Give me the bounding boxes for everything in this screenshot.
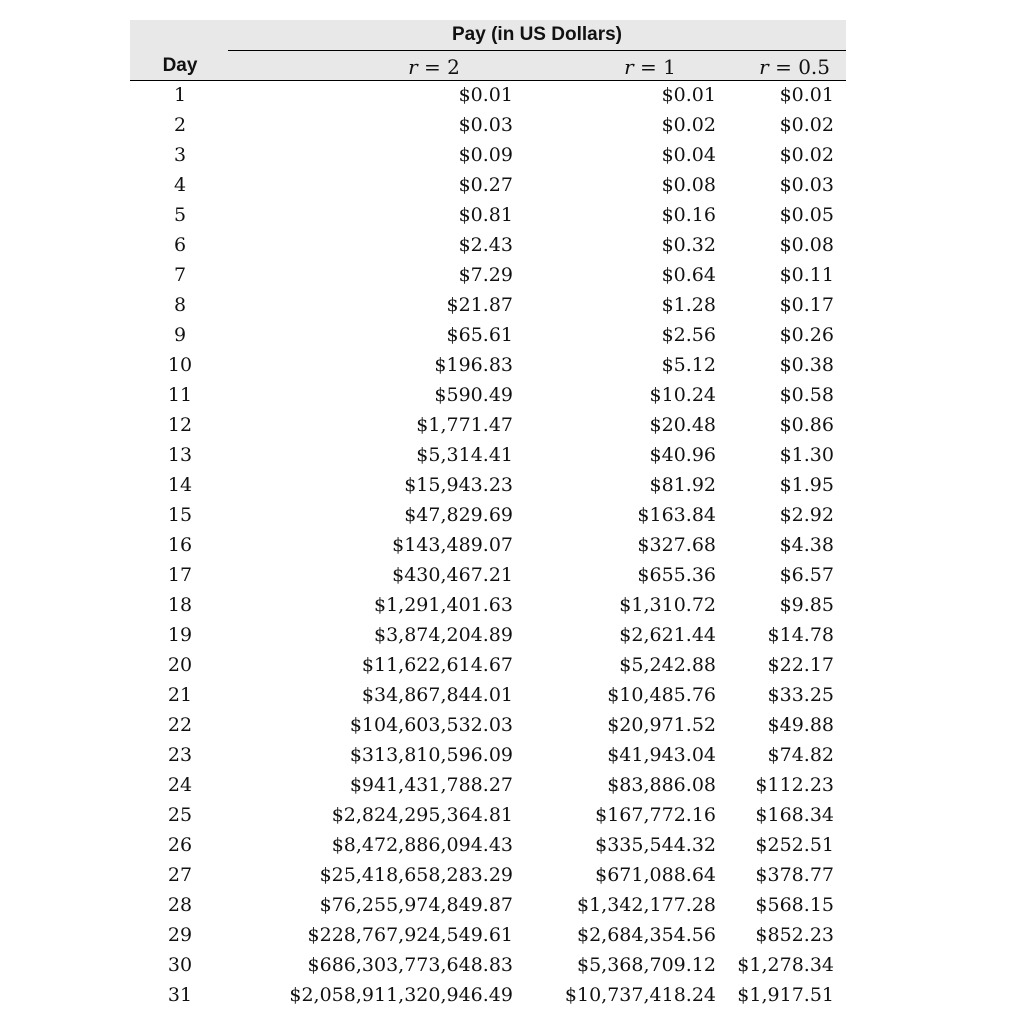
- table-row: [130, 84, 846, 114]
- table-row: [130, 624, 846, 654]
- table-row: [130, 564, 846, 594]
- cell-r1: $20,971.52: [607, 714, 716, 736]
- cell-r2: $21.87: [446, 294, 513, 316]
- cell-r1: $40.96: [649, 444, 716, 466]
- cell-day: 26: [167, 834, 193, 856]
- cell-r2: $2,824,295,364.81: [331, 804, 513, 826]
- header-bottom-rule: [130, 80, 846, 81]
- cell-r05: $0.58: [779, 384, 834, 406]
- cell-r2: $0.81: [458, 204, 513, 226]
- var-r: r: [408, 55, 418, 79]
- cell-r1: $83,886.08: [607, 774, 716, 796]
- cell-day: 29: [167, 924, 193, 946]
- table-row: [130, 384, 846, 414]
- cell-r1: $167,772.16: [595, 804, 716, 826]
- cell-r05: $112.23: [755, 774, 834, 796]
- table-row: [130, 834, 846, 864]
- cell-r2: $76,255,974,849.87: [319, 894, 513, 916]
- table-row: [130, 474, 846, 504]
- cell-r2: $0.01: [458, 84, 513, 106]
- cell-r1: $41,943.04: [607, 744, 716, 766]
- cell-day: 16: [167, 534, 193, 556]
- cell-day: 6: [173, 234, 187, 256]
- cell-r05: $168.34: [755, 804, 834, 826]
- cell-r05: $9.85: [779, 594, 834, 616]
- cell-r1: $655.36: [637, 564, 716, 586]
- cell-r1: $163.84: [637, 504, 716, 526]
- cell-r1: $0.16: [661, 204, 716, 226]
- cell-r1: $0.01: [661, 84, 716, 106]
- cell-r2: $0.09: [458, 144, 513, 166]
- cell-r2: $15,943.23: [404, 474, 513, 496]
- cell-day: 30: [167, 954, 193, 976]
- cell-r05: $1,917.51: [737, 984, 834, 1006]
- cell-r2: $11,622,614.67: [361, 654, 513, 676]
- cell-r2: $34,867,844.01: [361, 684, 513, 706]
- var-r: r: [624, 55, 634, 79]
- cell-r1: $335,544.32: [595, 834, 716, 856]
- table-row: [130, 234, 846, 264]
- cell-r2: $196.83: [434, 354, 513, 376]
- cell-r1: $2.56: [661, 324, 716, 346]
- table-row: [130, 264, 846, 294]
- cell-day: 27: [167, 864, 193, 886]
- cell-r05: $0.02: [779, 114, 834, 136]
- cell-day: 3: [173, 144, 187, 166]
- cell-r1: $0.32: [661, 234, 716, 256]
- table-row: [130, 294, 846, 324]
- cell-r05: $0.01: [779, 84, 834, 106]
- cell-r1: $327.68: [637, 534, 716, 556]
- cell-day: 19: [167, 624, 193, 646]
- cell-r2: $313,810,596.09: [349, 744, 513, 766]
- cell-r1: $0.08: [661, 174, 716, 196]
- cell-r05: $33.25: [767, 684, 834, 706]
- column-header-r2: [354, 55, 514, 79]
- table-row: [130, 594, 846, 624]
- table-row: [130, 444, 846, 474]
- cell-r05: $74.82: [767, 744, 834, 766]
- table-row: [130, 414, 846, 444]
- cell-r2: $0.03: [458, 114, 513, 136]
- cell-day: 15: [167, 504, 193, 526]
- cell-r05: $0.02: [779, 144, 834, 166]
- cell-day: 10: [167, 354, 193, 376]
- cell-r05: $4.38: [779, 534, 834, 556]
- cell-r2: $430,467.21: [392, 564, 513, 586]
- cell-r1: $0.64: [661, 264, 716, 286]
- cell-r05: $1.95: [779, 474, 834, 496]
- column-header-r05: [726, 55, 846, 79]
- table-row: [130, 324, 846, 354]
- cell-day: 12: [167, 414, 193, 436]
- cell-day: 21: [167, 684, 193, 706]
- cell-r05: $0.05: [779, 204, 834, 226]
- cell-r05: $22.17: [767, 654, 834, 676]
- cell-r05: $0.17: [779, 294, 834, 316]
- cell-r2: $2.43: [458, 234, 513, 256]
- cell-r1: $2,621.44: [619, 624, 716, 646]
- cell-r2: $5,314.41: [416, 444, 513, 466]
- cell-r05: $1.30: [779, 444, 834, 466]
- table-row: [130, 954, 846, 984]
- cell-r2: $1,771.47: [416, 414, 513, 436]
- cell-day: 31: [167, 984, 193, 1006]
- cell-r2: $941,431,788.27: [349, 774, 513, 796]
- cell-r2: $104,603,532.03: [349, 714, 513, 736]
- cell-day: 24: [167, 774, 193, 796]
- cell-r05: $1,278.34: [737, 954, 834, 976]
- cell-r05: $378.77: [755, 864, 834, 886]
- table-row: [130, 504, 846, 534]
- cell-r2: $8,472,886,094.43: [331, 834, 513, 856]
- cell-r05: $0.08: [779, 234, 834, 256]
- table-row: [130, 744, 846, 774]
- cell-r05: $6.57: [779, 564, 834, 586]
- table-row: [130, 144, 846, 174]
- cell-r05: $0.38: [779, 354, 834, 376]
- cell-r2: $0.27: [458, 174, 513, 196]
- table-row: [130, 174, 846, 204]
- cell-r1: $20.48: [649, 414, 716, 436]
- var-r: r: [759, 55, 769, 79]
- table-row: [130, 984, 846, 1014]
- cell-day: 9: [173, 324, 187, 346]
- cell-r2: $25,418,658,283.29: [319, 864, 513, 886]
- group-header-rule: [228, 50, 846, 51]
- cell-r2: $1,291,401.63: [373, 594, 513, 616]
- cell-r2: $2,058,911,320,946.49: [289, 984, 513, 1006]
- cell-r2: $143,489.07: [392, 534, 513, 556]
- cell-r2: $590.49: [434, 384, 513, 406]
- cell-r2: $228,767,924,549.61: [307, 924, 513, 946]
- table-row: [130, 774, 846, 804]
- group-header: Pay (in US Dollars): [452, 24, 622, 45]
- cell-day: 28: [167, 894, 193, 916]
- cell-r1: $1.28: [661, 294, 716, 316]
- cell-r05: $0.11: [779, 264, 834, 286]
- cell-day: 18: [167, 594, 193, 616]
- cell-r1: $1,310.72: [619, 594, 716, 616]
- table-row: [130, 804, 846, 834]
- cell-r1: $671,088.64: [595, 864, 716, 886]
- cell-day: 23: [167, 744, 193, 766]
- cell-r1: $0.04: [661, 144, 716, 166]
- cell-r05: $852.23: [755, 924, 834, 946]
- cell-r1: $5,242.88: [619, 654, 716, 676]
- cell-r1: $81.92: [649, 474, 716, 496]
- cell-r05: $252.51: [755, 834, 834, 856]
- cell-r1: $1,342,177.28: [576, 894, 716, 916]
- cell-day: 8: [173, 294, 187, 316]
- cell-r05: $49.88: [767, 714, 834, 736]
- table-row: [130, 924, 846, 954]
- cell-r1: $2,684,354.56: [576, 924, 716, 946]
- cell-r1: $5,368,709.12: [576, 954, 716, 976]
- cell-day: 25: [167, 804, 193, 826]
- table-row: [130, 204, 846, 234]
- table-row: [130, 354, 846, 384]
- column-header-day: Day: [162, 55, 198, 76]
- cell-r1: $0.02: [661, 114, 716, 136]
- cell-r2: $7.29: [458, 264, 513, 286]
- cell-day: 11: [167, 384, 193, 406]
- cell-r2: $3,874,204.89: [373, 624, 513, 646]
- cell-r05: $568.15: [755, 894, 834, 916]
- cell-day: 1: [173, 84, 187, 106]
- cell-r1: $10,737,418.24: [564, 984, 716, 1006]
- cell-r2: $65.61: [446, 324, 513, 346]
- cell-r05: $0.86: [779, 414, 834, 436]
- cell-day: 4: [173, 174, 187, 196]
- table-row: [130, 684, 846, 714]
- eq-r05: = 0.5: [768, 55, 830, 79]
- cell-r1: $10.24: [649, 384, 716, 406]
- cell-r05: $14.78: [767, 624, 834, 646]
- cell-r2: $47,829.69: [404, 504, 513, 526]
- cell-day: 17: [167, 564, 193, 586]
- table-row: [130, 654, 846, 684]
- cell-r05: $0.03: [779, 174, 834, 196]
- column-header-r1: [570, 55, 730, 79]
- cell-day: 14: [167, 474, 193, 496]
- cell-r05: $2.92: [779, 504, 834, 526]
- table-row: [130, 114, 846, 144]
- table-row: [130, 894, 846, 924]
- eq-r2: = 2: [417, 55, 460, 79]
- table-row: [130, 534, 846, 564]
- cell-day: 13: [167, 444, 193, 466]
- cell-day: 2: [173, 114, 187, 136]
- cell-day: 20: [167, 654, 193, 676]
- eq-r1: = 1: [633, 55, 676, 79]
- cell-day: 22: [167, 714, 193, 736]
- table-row: [130, 714, 846, 744]
- cell-day: 5: [173, 204, 187, 226]
- cell-day: 7: [173, 264, 187, 286]
- cell-r1: $10,485.76: [607, 684, 716, 706]
- cell-r2: $686,303,773,648.83: [307, 954, 513, 976]
- cell-r05: $0.26: [779, 324, 834, 346]
- table-row: [130, 864, 846, 894]
- cell-r1: $5.12: [661, 354, 716, 376]
